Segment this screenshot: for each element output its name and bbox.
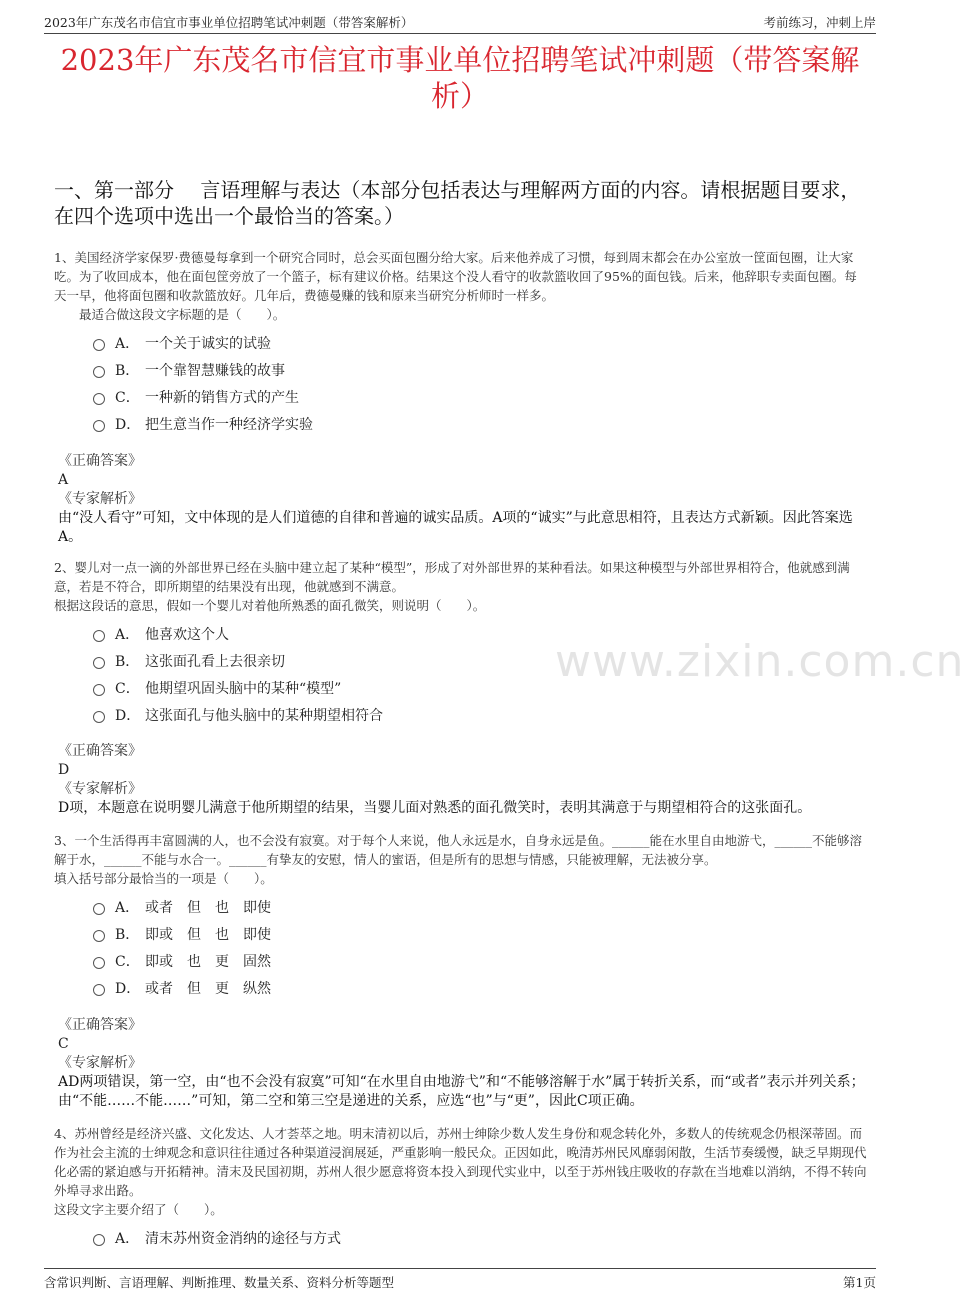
page-footer [44,1268,876,1292]
option-b[interactable] [93,356,868,383]
answer-block-2 [58,742,868,818]
radio-icon[interactable] [93,684,105,696]
option-letter: B． [115,926,140,943]
question-4 [54,1124,868,1251]
option-letter: C． [115,389,140,406]
answer-label: 《正确答案》 [58,453,142,469]
analysis-label: 《专家解析》 [58,1055,142,1071]
radio-icon[interactable] [93,393,105,405]
radio-icon[interactable] [93,420,105,432]
question-text: 1、美国经济学家保罗·费德曼每拿到一个研究合同时，总会买面包圈分给大家。后来他养成了习惯，每到周末都会在办公室放一筐面包圈，让大家吃。为了收回成本，他在面包筐旁放了一个篮子，标有建议价格。结果这个没人看守的收款篮收回了95%的面包钱。后来，他辞职专卖面包圈。每天一早，他将面包圈和收款篮放好。几年后，费德曼赚的钱和原来当研究分析师时一样多。 [54,250,857,303]
section-heading: 一、第一部分 言语理解与表达（本部分包括表达与理解两方面的内容。请根据题目要求，在四个选项中选出一个最恰当的答案。） [54,178,861,228]
question-prompt: 这段文字主要介绍了（ ）。 [54,1202,223,1217]
option-letter: B． [115,653,140,670]
footer-left-text: 含常识判断、言语理解、判断推理、数量关系、资料分析等题型 [44,1275,395,1290]
analysis-text: AD两项错误，第一空，由“也不会没有寂寞”可知“在水里自由地游弋”和“不能够溶解于水”属于转折关系，而“或者”表示并列关系；由“不能……不能……”可知，第二空和第三空是递进的关系，应选“也”与“更”，因此C项正确。 [58,1074,865,1109]
option-text: 这张面孔与他头脑中的某种期望相符合 [145,707,383,724]
question-1 [54,248,868,437]
answer-label: 《正确答案》 [58,1017,142,1033]
analysis-label: 《专家解析》 [58,491,142,507]
option-text: 或者 但 更 纵然 [145,980,271,997]
option-d[interactable] [93,701,868,728]
watermark: www.zixin.com.cn [555,636,964,687]
option-letter: A． [115,335,140,352]
option-text: 他喜欢这个人 [145,626,229,643]
question-text: 2、婴儿对一点一滴的外部世界已经在头脑中建立起了某种“模型”，形成了对外部世界的某种看法。如果这种模型与外部世界相符合，他就感到满意，若是不符合，即所期望的结果没有出现，他就感到不满意。 [54,560,850,594]
header-left-text: 2023年广东茂名市信宜市事业单位招聘笔试冲刺题（带答案解析） [44,15,414,30]
option-d[interactable] [93,410,868,437]
question-text: 4、苏州曾经是经济兴盛、文化发达、人才荟萃之地。明末清初以后，苏州士绅除少数人发生身份和观念转化外，多数人的传统观念仍根深蒂固。而作为社会主流的士绅观念和意识往往通过各种渠道浸润展延，严重影响一般民众。正因如此，晚清苏州民风靡弱闲散，生活节奏缓慢，缺乏早期现代化必需的紧迫感与开拓精神。清末及民国初期，苏州人很少愿意将资本投入到现代实业中，以至于苏州钱庄吸收的存款在当地难以消纳，不得不转向外埠寻求出路。 [54,1126,867,1198]
question-3 [54,831,868,1001]
question-prompt: 最适合做这段文字标题的是（ ）。 [54,307,286,322]
document-title: 2023年广东茂名市信宜市事业单位招聘笔试冲刺题（带答案解析） [60,43,860,113]
option-d[interactable] [93,974,868,1001]
answer-value: D [58,762,70,778]
radio-icon[interactable] [93,657,105,669]
option-a[interactable] [93,1224,868,1251]
options-list [54,620,868,728]
option-c[interactable] [93,383,868,410]
question-text: 3、一个生活得再丰富圆满的人，也不会没有寂寞。对于每个人来说，他人永远是水，自身永远是鱼。______能在水里自由地游弋，______不能够溶解于水，______不能与水合一。______有挚友的安慰，情人的蜜语，但是所有的思想与情感，只能被理解，无法被分享。 [54,833,862,867]
answer-block-1 [58,452,868,547]
options-list [54,329,868,437]
radio-icon[interactable] [93,711,105,723]
option-a[interactable] [93,620,868,647]
answer-value: C [58,1036,69,1052]
option-letter: C． [115,953,140,970]
option-letter: D． [115,707,141,724]
radio-icon[interactable] [93,984,105,996]
options-list [54,893,868,1001]
answer-label: 《正确答案》 [58,743,142,759]
option-text: 即或 也 更 固然 [145,953,271,970]
answer-value: A [58,472,69,488]
option-c[interactable] [93,947,868,974]
option-letter: D． [115,416,141,433]
option-text: 一个靠智慧赚钱的故事 [145,362,285,379]
radio-icon[interactable] [93,957,105,969]
radio-icon[interactable] [93,930,105,942]
option-b[interactable] [93,647,868,674]
question-prompt: 根据这段话的意思，假如一个婴儿对着他所熟悉的面孔微笑，则说明（ ）。 [54,598,486,613]
option-letter: A． [115,1230,140,1247]
option-text: 清末苏州资金消纳的途径与方式 [145,1230,341,1247]
analysis-label: 《专家解析》 [58,781,142,797]
option-a[interactable] [93,893,868,920]
option-text: 即或 但 也 即使 [145,926,271,943]
radio-icon[interactable] [93,903,105,915]
option-text: 一个关于诚实的试验 [145,335,271,352]
option-letter: B． [115,362,140,379]
option-letter: A． [115,626,140,643]
option-text: 或者 但 也 即使 [145,899,271,916]
analysis-text: 由“没人看守”可知，文中体现的是人们道德的自律和普遍的诚实品质。A项的“诚实”与此意思相符，且表达方式新颖。因此答案选A。 [58,510,853,545]
page-number: 第1页 [843,1275,876,1290]
question-prompt: 填入括号部分最恰当的一项是（ ）。 [54,871,273,886]
option-letter: A． [115,899,140,916]
analysis-text: D项，本题意在说明婴儿满意于他所期望的结果，当婴儿面对熟悉的面孔微笑时，表明其满意于与期望相符合的这张面孔。 [58,800,812,816]
option-letter: C． [115,680,140,697]
question-2 [54,558,868,728]
option-text: 把生意当作一种经济学实验 [145,416,313,433]
option-text: 一种新的销售方式的产生 [145,389,299,406]
radio-icon[interactable] [93,339,105,351]
header-right-text: 考前练习，冲刺上岸 [763,15,876,30]
radio-icon[interactable] [93,366,105,378]
option-a[interactable] [93,329,868,356]
option-text: 他期望巩固头脑中的某种“模型” [145,680,342,697]
options-list [54,1224,868,1251]
running-header [44,10,876,34]
option-text: 这张面孔看上去很亲切 [145,653,285,670]
radio-icon[interactable] [93,630,105,642]
answer-block-3 [58,1016,868,1111]
option-b[interactable] [93,920,868,947]
radio-icon[interactable] [93,1234,105,1246]
option-letter: D． [115,980,141,997]
option-c[interactable] [93,674,868,701]
